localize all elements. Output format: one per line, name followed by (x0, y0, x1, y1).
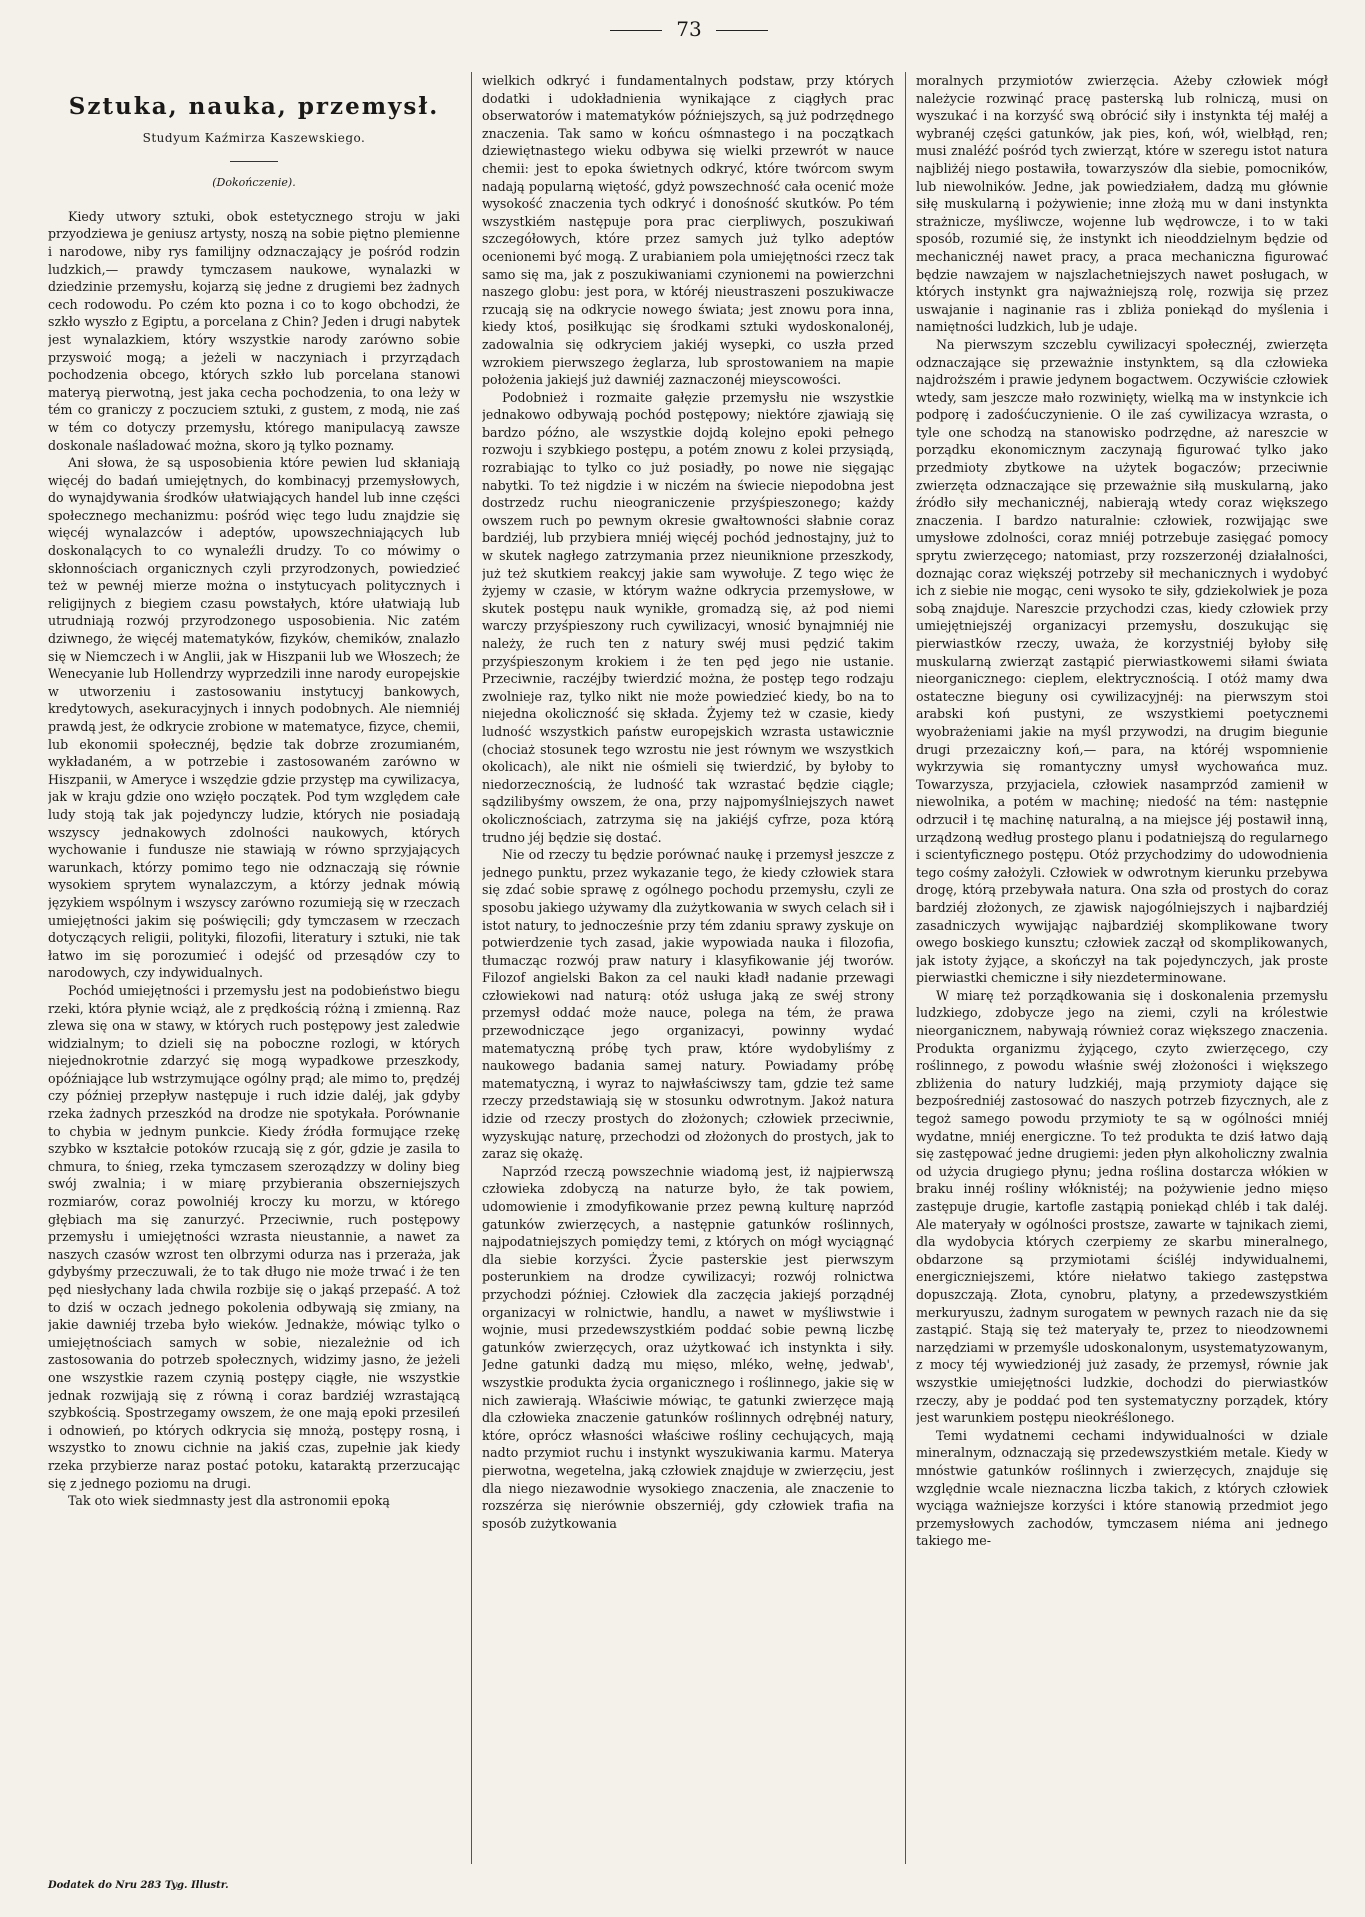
article-subtitle: Studyum Kaźmirza Kaszewskiego. (142, 130, 366, 145)
paragraph: Ani słowa, że są usposobienia które pewien lud skłaniają więcéj do badań umiejętnych, do kombinacyj przemysłowych, do wynajdywania środków ułatwiających handel lub inne części społecznego mechanizmu: pośród więc tego ludu znajdzie się więcéj wynalazców i adeptów, upowszechniających lub doskonalących to co wynaleźli drudzy. To co mówimy o skłonnościach organicznych czyli przyrodzonych, powiedzieć też w pewnéj mierze można o instytucyach politycznych i religijnych z biegiem czasu powstałych, które ułatwiają lub utrudniają rozwój przyrodzonego usposobienia. Nic zatém dziwnego, że więcéj matematyków, fizyków, chemików, znalazło się w Niemczech i w Anglii, jak w Hiszpanii lub we Włoszech; że Wenecyanie lub Hollendrzy wyprzedzili inne narody europejskie w utworzeniu i zastosowaniu instytucyj bankowych, kredytowych, asekuracyjnych i innych podobnych. Ale niemniéj prawdą jest, że odkrycie zrobione w matematyce, fizyce, chemii, lub ekonomii społecznéj, będzie tak dobrze zrozumianém, wykładaném, a w potrzebie i zastosowaném zarówno w Hiszpanii, w Ameryce i wszędzie gdzie przystęp ma cywilizacya, jak w kraju gdzie ono wzięło początek. Pod tym względem całe ludy stoją tak jak pojedynczy ludzie, których nie posiadają wszyscy jednakowych zdolności naukowych, których wychowanie i fundusze nie stawiają w równo sprzyjających warunkach, którzy pomimo tego nie odznaczają się równie wysokiem sprytem wynalazczym, a którzy jednak mówią językiem wspólnym i wszyscy zarówno rozumieją się w rzeczach umiejętności jakim się poświęcili; gdy tymczasem w rzeczach dotyczących religii, polityki, filozofii, literatury i sztuki, nie tak łatwo im się porozumieć i odejść od przesądów czy to narodowych, czy indywidualnych. (48, 455, 460, 981)
paragraph: Temi wydatnemi cechami indywidualności w dziale mineralnym, odznaczają się przedewszystkiém metale. Kiedy w mnóstwie gatunków roślinnych i zwierzęcych, znajduje się względnie wcale nieznaczna liczba takich, z których człowiek wyciąga ważniejsze korzyści i które stanowią przedmiot jego przemysłowych zachodów, tymczasem niéma ani jednego takiego me- (916, 1427, 1328, 1549)
paragraph: Na pierwszym szczeblu cywilizacyi społecznéj, zwierzęta odznaczające się przeważnie instynktem, są dla człowieka najdroższém i prawie jedynem bogactwem. Oczywiście człowiek wtedy, sam jeszcze mało rozwinięty, wielką ma w instynkcie ich podporę i zadośćuczynienie. O ile zaś cywilizacya wzrasta, o tyle one schodzą na stanowisko podrzędne, aż nareszcie w porządku ekonomicznym zaczynają figurować tylko jako przedmioty zbytkowe na użytek bogaczów; przeciwnie zwierzęta odznaczające się przeważnie siłą muskularną, jako źródło siły mechanicznéj, nabierają wtedy coraz większego znaczenia. I bardzo naturalnie: człowiek, rozwijając swe umysłowe zdolności, coraz mniéj potrzebuje zasięgać pomocy sprytu zwierzęcego; natomiast, przy rozszerzonéj działalności, doznając coraz większéj potrzeby sił mechanicznych i wydobyć ich z siebie nie mogąc, ceni wysoko te siły, gdziekolwiek je poza sobą znajduje. Nareszcie przychodzi czas, kiedy człowiek przy umiejętniejszéj organizacyi przemysłu, doszukując się pierwiastków rzeczy, uważa, że korzystniéj byłoby siłę muskularną zwierząt zastąpić pierwiastkowemi siłami świata nieorganicznego: cieplem, elektrycznością. I otóż mamy dwa ostateczne bieguny osi cywilizacyjnéj: na pierwszym stoi arabski koń pustyni, ze wszystkiemi poetycznemi wyobrażeniami jakie na myśl przywodzi, na drugim biegunie drugi przezaiczny koń,— para, na któréj wspomnienie wykrzywia się romantyczny umysł wychowańca muz. Towarzysza, przyjaciela, człowiek nasamprzód zamienił w niewolnika, a potém w machinę; niedość na tém: następnie odrzucił i tę machinę naturalną, a na miejsce jéj postawił inną, urządzoną według prostego planu i podatniejszą do regularnego i scientyficznego postępu. Otóż przychodzimy do udowodnienia tego cośmy założyli. Człowiek w odwrotnym kierunku przebywa drogę, którą przebywała natura. Ona szła od prostych do coraz bardziéj złożonych, ze zjawisk najogólniejszych i najbardziéj zasadniczych wywijając najbardziéj skomplikowane twory owego boskiego kunsztu; człowiek zaczął od skomplikowanych, jak istoty żyjące, a skończył na tak pojedynczych, jak proste pierwiastki chemiczne i siły niezdeterminowane. (916, 336, 1328, 986)
page-number-dash-left (610, 30, 662, 31)
paragraph: Naprzód rzeczą powszechnie wiadomą jest, iż najpierwszą człowieka zdobyczą na naturze było, że tak powiem, udomowienie i zmodyfikowanie przez pewną kulturę naprzód gatunków zwierzęcych, a następnie gatunków roślinnych, najpodatniejszych pomiędzy temi, z których on mógł wyciągnąć dla siebie korzyści. Życie pasterskie jest pierwszym posterunkiem na drodze cywilizacyi; rozwój rolnictwa przychodzi później. Człowiek dla zaczęcia jakiejś porządnéj organizacyi w rolnictwie, handlu, a nawet w myśliwstwie i wojnie, musi przedewszystkiém poddać sobie pewną liczbę gatunków zwierzęcych, oraz użytkować ich instynkta i siły. Jedne gatunki dadzą mu mięso, mléko, wełnę, jedwab', wszystkie produkta życia organicznego i roślinnego, jakie się w nich zawierają. Właściwie mówiąc, te gatunki zwierzęce mają dla człowieka znaczenie gatunków roślinnych odrębnéj natury, które, oprócz własności właściwe rośliny cechujących, mają nadto przymiot ruchu i instynkt wyszukiwania karmu. Materya pierwotna, wegetelna, jaką człowiek znajduje w zwierzęciu, jest dla niego niezawodnie wysokiego znaczenia, ale znaczenie to rozszérza się nierównie obszerniéj, gdy człowiek trafia na sposób zużytkowania (482, 1163, 894, 1531)
paragraph: Kiedy utwory sztuki, obok estetycznego stroju w jaki przyodziewa je geniusz artysty, noszą na sobie piętno plemienne i narodowe, niby rys familijny odznaczający je pośród rodzin ludzkich,— prawdy tymczasem naukowe, wynalazki w dziedzinie przemysłu, kojarzą się jedne z drugiemi bez żadnych cech rodowodu. Po czém kto pozna i co to kogo obchodzi, że szkło wyszło z Egiptu, a porcelana z Chin? Jeden i drugi nabytek jest wynalazkiem, który wszystkie narody zarówno sobie przyswoić mogą; a jeżeli w naczyniach i przyrządach pochodzenia obcego, których szkło lub porcelana stanowi materyą pierwotną, jest jaka cecha pochodzenia, to ona leży w tém co graniczy z poczuciem sztuki, z gustem, z modą, nie zaś w tém co dotyczy przemysłu, którego manipulacyą zawsze doskonale naśladować można, skoro ją tylko poznamy. (48, 208, 460, 453)
page-number (48, 14, 1330, 44)
column-2 (482, 72, 894, 1867)
article-title: Sztuka, nauka, przemysł. (68, 93, 440, 120)
continuation-note: (Dokończenie). (212, 176, 296, 190)
column-3 (916, 72, 1328, 1867)
paragraph: Podobnież i rozmaite gałęzie przemysłu nie wszystkie jednakowo odbywają pochód postępowy; niektóre zjawiają się bardzo późno, ale wszystkie dojdą kolejno epoki pełnego rozwoju i szybkiego postępu, a potém znowu z kolei przysiądą, rozrabiając to tylko co już posiadły, po nowe nie sięgając nabytki. To też nigdzie i w niczém na świecie niepodobna jest dostrzedz ruchu nieograniczenie przyśpieszonego; każdy owszem ruch po pewnym okresie gwałtowności słabnie coraz bardziéj, lub przybiera mniéj więcéj pochód jednostajny, już to w skutek nagłego zatrzymania przez nieuniknione przeszkody, już też skutkiem reakcyj jakie sam wywołuje. Z tego więc że żyjemy w czasie, w którym ważne odkrycia przemysłowe, w skutek postępu nauk wynikłe, gromadzą się, aż pod niemi warczy przyśpieszony ruch cywilizacyi, wnosić bynajmniéj nie należy, że ruch ten z natury swéj musi pędzić takim przyśpieszonym krokiem i że ten pęd jego nie ustanie. Przeciwnie, raczéjby twierdzić można, że postęp tego rodzaju zwolnieje raz, tylko nikt nie może powiedzieć kiedy, bo na to niejedna okoliczność się składa. Żyjemy też w czasie, kiedy ludność wszystkich państw europejskich wzrasta ustawicznie (chociaż stosunek tego wzrostu nie jest równym we wszystkich okolicach), ale nikt nie ośmieli się twierdzić, by byłoby to niedorzecznością, że ludność tak wzrastać będzie ciągle; sądzilibyśmy owszem, że ona, przy najpomyślniejszych nawet okolicznościach, zatrzyma się na jakiéjś cyfrze, poza którą trudno jéj będzie się dostać. (482, 389, 894, 845)
column-rule (905, 72, 906, 1864)
newspaper-page (48, 14, 1330, 1904)
paragraph: Tak oto wiek siedmnasty jest dla astronomii epoką (68, 1493, 390, 1509)
page-number-text: 73 (676, 17, 702, 41)
title-separator (230, 161, 278, 162)
paragraph: moralnych przymiotów zwierzęcia. Ażeby człowiek mógł należycie rozwinąć pracę pasterską lub rolniczą, musi on wyszukać i na korzyść swą obrócić siły i instynkta téj małéj a wybranéj części gatunków, jak pies, koń, wół, wielbłąd, ren; musi znaléźć pośród tych zwierząt, które w szeregu istot natura najbliżéj niego postawiła, towarzyszów dla siebie, pomocników, lub niewolników. Jedne, jak powiedziałem, dadzą mu głównie siłę muskularną i pożywienie; inne złożą mu w dani instynkta strażnicze, myśliwcze, wojenne lub wędrowcze, i to w taki sposób, rozumié się, że instynkt ich nieoddzielnym będzie od mechanicznéj nawet pracy, a praca mechaniczna figurować będzie nawzajem w najszlachetniejszych nawet posługach, w których instynkt gra najważniejszą rolę, rozwija się przez uswajanie i naginanie ras i zbliża poniekąd do myślenia i namiętności ludzkich, lub je udaje. (916, 73, 1328, 335)
paragraph: Nie od rzeczy tu będzie porównać naukę i przemysł jeszcze z jednego punktu, przez wykazanie tego, że kiedy człowiek stara się zdać sobie sprawę z ogólnego pochodu przemysłu, czyli ze sposobu jakiego używamy dla zużytkowania w swych celach sił i istot natury, to jednocześnie przy tém zdaniu sprawy zyskuje on potwierdzenie tych zasad, jakie wypowiada nauka i filozofia, tłumacząc rozwój praw natury i klasyfikowanie jéj tworów. Filozof angielski Bakon za cel nauki kładł nadanie przewagi człowiekowi nad naturą: otóż usługa jaką ze swéj strony przemysł oddać może nauce, polega na tém, że prawa przewodniczące jego organizacyi, powinny wydać matematyczną próbę tych praw, które wydobyliśmy z naukowego badania samej natury. Powiadamy próbę matematyczną, i wyraz to najwłaściwszy tam, gdzie też same rzeczy przedstawiają się w stosunku odwrotnym. Jakoż natura idzie od rzeczy prostych do złożonych; człowiek przeciwnie, wyzyskując naturę, przechodzi od złożonych do prostych, jak to zaraz się okażę. (482, 847, 894, 1162)
footer-note: Dodatek do Nru 283 Tyg. Illustr. (48, 1880, 229, 1891)
column-1 (48, 72, 460, 1867)
paragraph: Pochód umiejętności i przemysłu jest na podobieństwo biegu rzeki, która płynie wciąż, ale z prędkością różną i zmienną. Raz zlewa się ona w stawy, w których ruch postępowy jest zaledwie widzialnym; to dzieli się na poboczne rozlogi, w których niejednokrotnie zdarzyć się mogą wypadkowe przeszkody, opóźniające lub wstrzymujące ogólny prąd; ale mimo to, prędzéj czy później przepływ następuje i ruch idzie daléj, jak gdyby rzeka żadnych przeszkód na drodze nie spotykała. Porównanie to chybia w jednym punkcie. Kiedy źródła formujące rzekę szybko w kształcie potoków rzucają się z gór, gdzie je zasila to chmura, to śnieg, rzeka tymczasem szeroządzzy w doliny bieg swój zwalnia; i w miarę przybierania obszerniejszych rozmiarów, coraz powolniéj kroczy ku morzu, w którego głębiach ma się zanurzyć. Przeciwnie, ruch postępowy przemysłu i umiejętności wzrasta nieustannie, a nawet za naszych czasów wzrost ten olbrzymi odurza nas i przeraża, jak gdybyśmy przeczuwali, że to tak długo nie może trwać i że ten pęd niesłychany lada chwila rozbije się o jakąś przepaść. A toż to dziś w oczach jednego pokolenia odbywają się zmiany, na jakie dawniéj trzeba było wieków. Jednakże, mówiąc tylko o umiejętnościach samych w sobie, niezależnie od ich zastosowania do potrzeb społecznych, widzimy jasno, że jeżeli one wszystkie razem czynią postępy ciągłe, nie wszystkie jednak rozwijają się z równą i coraz bardziéj wzrastającą szybkością. Spostrzegamy owszem, że one mają epoki przesileń i odnowień, po których odkrycia się mnożą, postępy rosną, i wszystko to znowu cichnie na jakiś czas, zupełnie jak kiedy rzeka przybierze naraz postać potoku, kataraktą przerzucając się z jednego poziomu na drugi. (48, 982, 460, 1491)
paragraph: wielkich odkryć i fundamentalnych podstaw, przy których dodatki i udokładnienia wynikające z ciągłych prac obserwatorów i matematyków późniejszych, są już podrzędnego znaczenia. Tak samo w końcu ośmnastego i na początkach dziewiętnastego wieku odbywa się wielki przewrót w nauce chemii: jest to epoka świetnych odkryć, które twórcom swym nadają popularną więtość, gdyż powszechność cała ocenić może wysokość znaczenia tych odkryć i donośność skutków. Po tém wszystkiém następuje pora prac cierpliwych, poszukiwań szczegółowych, które przez samych już tylko adeptów ocenionemi być mogą. Z urabianiem pola umiejętności rzecz tak samo się ma, jak z poszukiwaniami czynionemi na powierzchni naszego globu: jest pora, w któréj nieustraszeni poszukiwacze rzucają się na odkrycie nowego świata; jest znowu pora inna, kiedy ktoś, posiłkując się środkami sztuki wydoskonalonéj, zadowalnia się odkryciem jakiéj wysepki, co uszła przed wzrokiem pierwszego żeglarza, lub sprostowaniem na mapie położenia jakiejś już dawniéj zaznaczonéj mieyscowości. (482, 73, 894, 388)
page-number-dash-right (716, 30, 768, 31)
paragraph: W miarę też porządkowania się i doskonalenia przemysłu ludzkiego, zdobycze jego na ziemi, czyli na królestwie nieorganicznem, nabywają również coraz większego znaczenia. Produkta organizmu żyjącego, czyto zwierzęcego, czy roślinnego, z powodu właśnie swéj złożoności i większego zbliżenia do natury ludzkiéj, mają przymioty dające się bezpośredniéj zastosować do naszych potrzeb fizycznych, ale z tegoż samego powodu przymioty te są w ogólności mniéj wydatne, mniéj energiczne. To też produkta te dziś łatwo dają się zastępować jedne drugiemi: jeden płyn alkoholiczny zwalnia od użycia drugiego płynu; jedna roślina dostarcza włókien w braku innéj rośliny włóknistéj; na pożywienie jedno mięso zastępuje drugie, kartofle zastąpią poniekąd chléb i tak daléj. Ale materyały w ogólności prostsze, zawarte w tajnikach ziemi, dla wydobycia których czerpiemy ze skarbu mineralnego, obdarzone są przymiotami ściśléj indywidualnemi, energiczniejszemi, które niełatwo takiego zastępstwa dopuszczają. Złota, cynobru, platyny, a przedewszystkiém merkuryuszu, żadnym surogatem w pewnych razach nie da się zastąpić. Stają się też materyały te, przez to nieodzownemi narzędziami w przemyśle udoskonalonym, usystematyzowanym, z mocy téj wywiedzionéj już zasady, że przemysł, równie jak wszystkie umiejętności ludzkie, dochodzi do pierwiastków rzeczy, aby je poddać pod ten systematyczny porządek, który jest warunkiem postępu nieokréślonego. (916, 987, 1328, 1426)
column-rule (471, 72, 472, 1864)
